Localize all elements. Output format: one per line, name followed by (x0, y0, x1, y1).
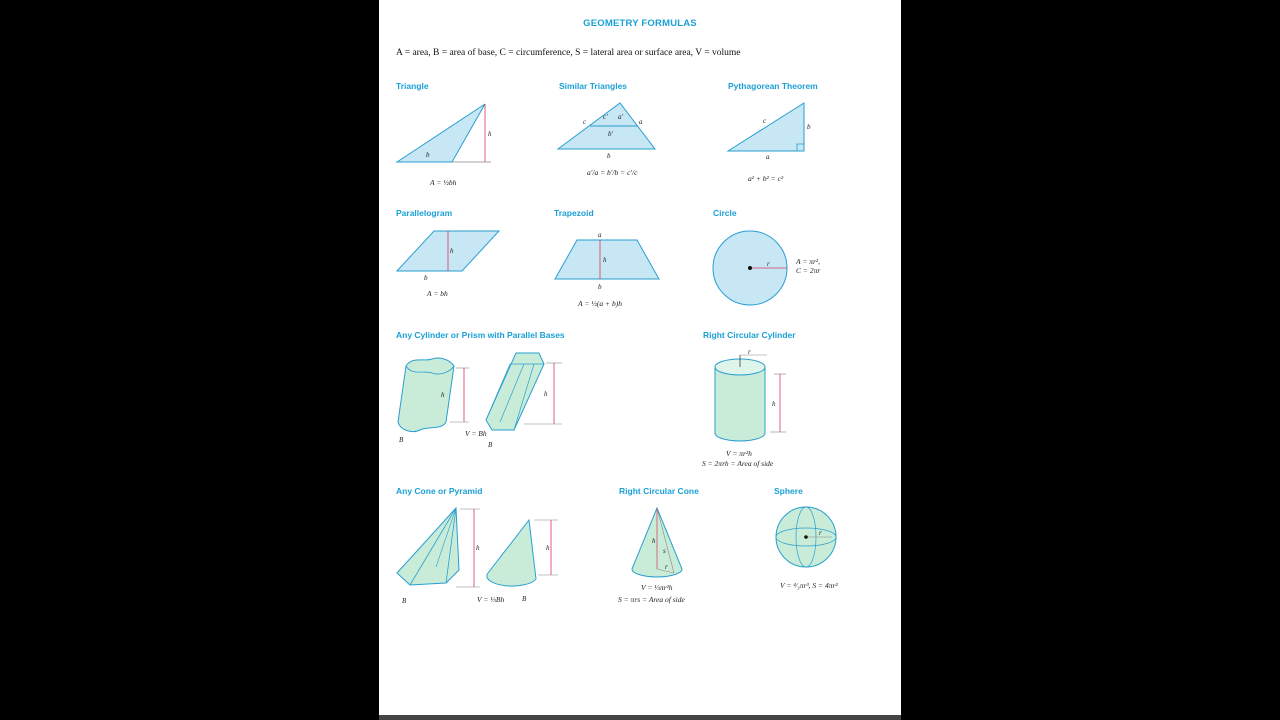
circle-figure (711, 229, 791, 309)
parallelogram-heading: Parallelogram (396, 208, 453, 218)
pythagorean-heading: Pythagorean Theorem (728, 81, 818, 91)
svg-text:r: r (767, 260, 770, 268)
pythagorean-figure (726, 100, 816, 162)
svg-text:h: h (476, 544, 480, 552)
circle-heading: Circle (713, 208, 737, 218)
triangle-figure (394, 98, 494, 166)
right-cone-area: S = πrs = Area of side (618, 595, 685, 604)
prism-heading: Any Cylinder or Prism with Parallel Bases (396, 330, 565, 340)
svg-text:h: h (652, 537, 656, 545)
svg-text:h: h (546, 544, 550, 552)
svg-text:B: B (522, 595, 527, 603)
svg-text:c: c (763, 117, 767, 125)
svg-text:h: h (603, 256, 607, 264)
svg-text:B: B (399, 436, 404, 444)
pythagorean-formula: a² + b² = c² (748, 174, 784, 183)
svg-text:a: a (598, 231, 602, 239)
circle-formula-circumference: C = 2πr (796, 266, 821, 275)
svg-text:b: b (426, 151, 430, 159)
right-cone-figure (629, 505, 687, 581)
svg-text:a: a (639, 118, 643, 126)
scroll-track (379, 715, 901, 720)
right-cylinder-area: S = 2πrh = Area of side (702, 459, 774, 468)
similar-triangles-heading: Similar Triangles (559, 81, 628, 91)
svg-text:h: h (441, 391, 445, 399)
right-cone-heading: Right Circular Cone (619, 486, 699, 496)
similar-triangles-figure (556, 100, 658, 162)
parallelogram-formula: A = bh (427, 289, 448, 298)
sphere-formula: V = ⁴⁄₃πr³, S = 4πr² (780, 581, 838, 590)
triangle-formula: A = ½bh (430, 178, 457, 187)
prism-figure (394, 350, 599, 450)
right-cylinder-heading: Right Circular Cylinder (703, 330, 796, 340)
right-cone-volume: V = ⅓πr²h (641, 583, 673, 592)
parallelogram-figure (394, 228, 504, 284)
svg-text:b: b (607, 152, 611, 160)
svg-text:a: a (766, 153, 770, 161)
variable-legend: A = area, B = area of base, C = circumference, S = lateral area or surface area, V = volume (396, 48, 741, 58)
svg-text:c′: c′ (603, 113, 608, 121)
trapezoid-figure (552, 229, 662, 293)
right-cylinder-figure (712, 347, 792, 447)
svg-text:h: h (488, 130, 492, 138)
svg-text:r: r (819, 529, 822, 537)
sphere-figure (774, 505, 838, 569)
svg-text:h: h (544, 390, 548, 398)
svg-text:b′: b′ (608, 130, 614, 138)
svg-text:b: b (807, 123, 811, 131)
svg-text:r: r (665, 563, 668, 571)
right-cylinder-volume: V = πr²h (726, 449, 752, 458)
formula-sheet (379, 0, 901, 715)
similar-triangles-formula: a′/a = b′/b = c′/c (587, 168, 638, 177)
trapezoid-heading: Trapezoid (554, 208, 594, 218)
cone-pyramid-formula: V = ⅓Bh (477, 595, 505, 604)
svg-text:B: B (488, 441, 493, 449)
cone-pyramid-figure (394, 505, 599, 605)
circle-formula-area: A = πr², (796, 257, 821, 266)
triangle-heading: Triangle (396, 81, 429, 91)
trapezoid-formula: A = ½(a + b)h (578, 299, 622, 308)
prism-formula: V = Bh (465, 429, 487, 438)
svg-text:h: h (772, 400, 776, 408)
page-title: GEOMETRY FORMULAS (583, 18, 697, 29)
svg-text:b: b (598, 283, 602, 291)
svg-text:b: b (424, 274, 428, 282)
svg-text:c: c (583, 118, 587, 126)
cone-pyramid-heading: Any Cone or Pyramid (396, 486, 483, 496)
svg-text:B: B (402, 597, 407, 605)
svg-text:s: s (663, 547, 666, 555)
sphere-heading: Sphere (774, 486, 803, 496)
svg-text:a′: a′ (618, 113, 624, 121)
svg-text:r: r (748, 348, 751, 356)
svg-text:h: h (450, 247, 454, 255)
